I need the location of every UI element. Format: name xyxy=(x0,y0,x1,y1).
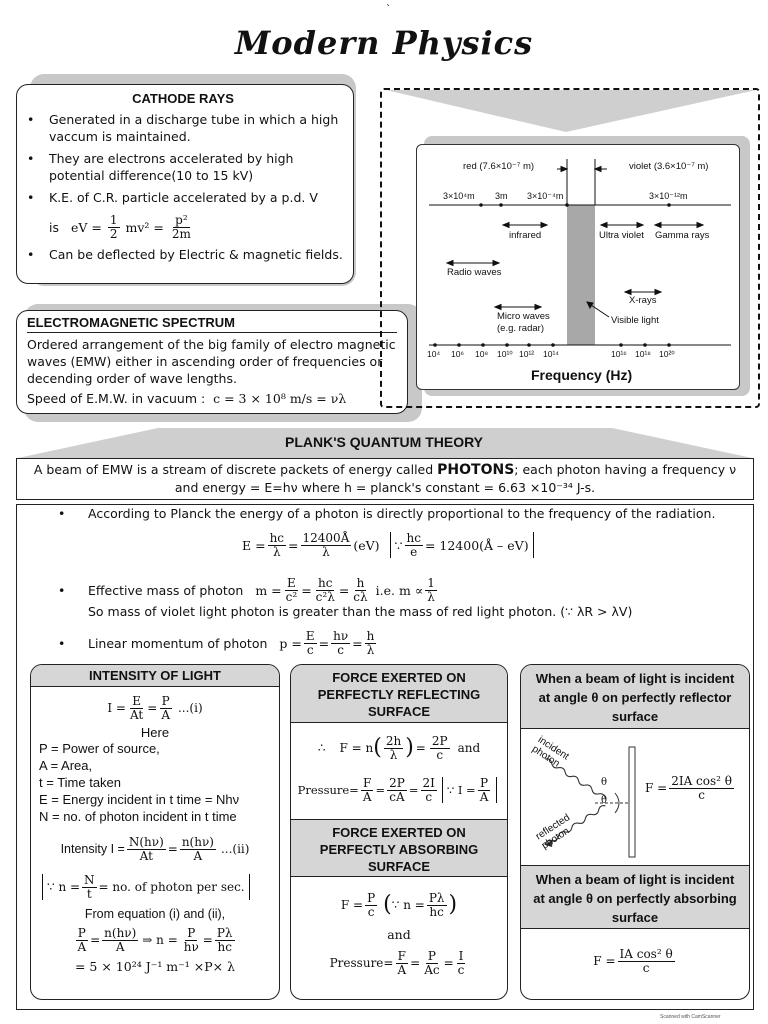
reflect-title: FORCE EXERTED ON PERFECTLY REFLECTING SURFACE xyxy=(291,665,507,723)
final-formula: = 5 × 10²⁴ J⁻¹ m⁻¹ ×P× λ xyxy=(74,959,235,974)
microwave-label: Micro waves xyxy=(497,311,550,322)
wavelength-tick: 3×10⁻¹²m xyxy=(649,191,688,201)
cathode-bullet: • They are electrons accelerated by high potential difference(10 to 15 kV) xyxy=(21,150,345,184)
planck-intro-box: A beam of EMW is a stream of discrete packets of energy called PHOTONS; each photon having a frequency ν and energy = E=hν where h = planck's constant = 6.63 ×10⁻³⁴ J-s. xyxy=(16,458,754,500)
absorb-pressure-formula: Pressure= $\frac{F}{A}$ = $\frac{P}{Ac}$ = $\frac{I}{c}$ xyxy=(329,948,465,977)
fraction: $\frac{1}{2}$ xyxy=(109,212,118,241)
freq-tick: 10¹⁰ xyxy=(497,349,513,359)
em-title: ELECTROMAGNETIC SPECTRUM xyxy=(27,315,397,333)
freq-tick: 10⁴ xyxy=(427,349,441,359)
mv2-term: mv² = xyxy=(125,219,164,235)
spectrum-pointer xyxy=(386,90,756,136)
em-speed: Speed of E.M.W. in vacuum : c = 3 × 10⁸ m/s = νλ xyxy=(27,391,347,406)
theta-bottom: θ xyxy=(601,795,608,806)
force-box xyxy=(290,664,508,1000)
cathode-bullet: • Generated in a discharge tube in which a high vaccum is maintained. xyxy=(21,111,345,145)
xrays-label: X-rays xyxy=(629,295,657,306)
ultraviolet-label: Ultra violet xyxy=(599,230,644,241)
photon-count-formula: $\frac{P}{A}$ = $\frac{n(h\nu)}{A}$ ⇒ n = $\frac{P}{h\nu}$ = $\frac{P\lambda}{hc}$ xyxy=(77,925,233,954)
energy-formula: E = $\frac{hc}{\lambda}$ = $\frac{12400Å}{\lambda}$ (eV) ∵ $\frac{hc}{e}$ = 12400(Å – eV) xyxy=(242,525,537,565)
planck-bullet-1: • According to Planck the energy of a photon is directly proportional to the frequency of the radiation. xyxy=(58,506,716,521)
radar-label: (e.g. radar) xyxy=(497,323,544,334)
violet-label: violet (3.6×10⁻⁷ m) xyxy=(629,161,709,172)
eq-lhs: eV = xyxy=(71,219,102,235)
def-line: E = Energy incident in t time = Nhν xyxy=(39,792,240,807)
is-label: is xyxy=(49,219,59,235)
reflect-force-formula: ∴ F = n ( $\frac{2h}{\lambda}$ ) = $\frac{2P}{c}$ and xyxy=(317,733,481,762)
intensity-n-formula: Intensity I = $\frac{N(h\nu)}{At}$ = $\frac{n(h\nu)}{A}$ ...(ii) xyxy=(60,834,250,863)
gamma-label: Gamma rays xyxy=(655,230,710,241)
cathode-bullet: • K.E. of C.R. particle accelerated by a p.d. V xyxy=(21,189,345,206)
cathode-ke-formula xyxy=(21,208,345,246)
intensity-box xyxy=(30,664,280,1000)
freq-tick: 10¹⁴ xyxy=(543,349,559,359)
here-label: Here xyxy=(140,725,170,740)
wavelength-tick: 3×10⁴m xyxy=(443,191,475,201)
freq-tick: 10¹⁶ xyxy=(611,349,627,359)
wavelength-tick: 3×10⁻⁴m xyxy=(527,191,564,201)
planck-title: PLANK'S QUANTUM THEORY xyxy=(284,434,484,450)
intensity-defs xyxy=(31,740,279,825)
freq-tick: 10¹² xyxy=(519,349,535,359)
freq-tick: 10¹⁸ xyxy=(635,349,651,359)
angle-reflect-formula: F = $\frac{\text{2IA cos² θ}}{c}$ xyxy=(645,774,733,802)
em-spectrum-box xyxy=(16,310,408,414)
intensity-title: INTENSITY OF LIGHT xyxy=(31,665,279,687)
top-dot: ` xyxy=(386,4,391,15)
red-label: red (7.6×10⁻⁷ m) xyxy=(463,161,535,172)
cathode-list xyxy=(21,111,345,206)
def-line: N = no. of photon incident in t time xyxy=(39,809,237,824)
freq-tick: 10⁶ xyxy=(451,349,464,359)
reflect-pressure-formula: Pressure= $\frac{F}{A}$ = $\frac{2P}{cA}$ = $\frac{2I}{c}$ ∵ I = $\frac{P}{A}$ xyxy=(291,769,507,811)
def-line: t = Time taken xyxy=(39,775,122,790)
incident-label: incident photon xyxy=(529,734,571,770)
angle-absorb-formula: F = $\frac{\text{IA cos² θ}}{c}$ xyxy=(593,946,673,975)
angle-reflect-title: When a beam of light is incident at angle θ on perfectly reflector surface xyxy=(521,665,749,729)
visible-band xyxy=(567,205,595,345)
angle-reflect-diagram xyxy=(521,729,749,865)
theta-top: θ xyxy=(601,777,608,788)
cathode-title: CATHODE RAYS xyxy=(132,91,234,106)
intensity-formula: I = $\frac{E}{At}$ = $\frac{P}{A}$ ...(i) xyxy=(107,693,203,722)
spectrum-chart xyxy=(416,144,740,390)
angle-box xyxy=(520,664,750,1000)
angle-absorb-title: When a beam of light is incident at angle θ on perfectly absorbing surface xyxy=(521,865,749,929)
absorb-force-formula: F = $\frac{P}{c}$ ( ∵ n = $\frac{P\lambda}{hc}$ ) xyxy=(340,890,458,919)
absorb-title: FORCE EXERTED ON PERFECTLY ABSORBING SURFACE xyxy=(291,819,507,877)
radio-label: Radio waves xyxy=(447,267,502,278)
freq-tick: 10²⁰ xyxy=(659,349,675,359)
freq-tick: 10⁸ xyxy=(475,349,489,359)
photons-word: PHOTONS xyxy=(437,462,515,478)
infrared-label: infrared xyxy=(509,230,542,241)
mass-note: So mass of violet light photon is greater than the mass of red light photon. (∵ λR > λV) xyxy=(88,604,633,619)
cathode-bullet: • Can be deflected by Electric & magnetic fields. xyxy=(21,246,345,263)
def-line: P = Power of source, xyxy=(39,741,160,756)
def-line: A = Area, xyxy=(39,758,93,773)
reflected-label: reflected photon xyxy=(533,812,573,852)
planck-bullet-2: • Effective mass of photon m = $\frac{E}{\text{c²}}$ = $\frac{hc}{\text{c²λ}}$ = $\frac{h}{c\lambda}$ i.e. m ∝ $\frac{1}{\lambda}$ xyxy=(58,575,435,604)
em-text: Ordered arrangement of the big family of electro magnetic waves (EMW) either in ascending order of frequencies or decending order of wave lengths. xyxy=(27,337,396,386)
photon-rate-formula: ∵ n = $\frac{N}{t}$ = no. of photon per sec. xyxy=(31,869,279,905)
visible-label: Visible light xyxy=(611,315,659,326)
wavelength-tick: 3m xyxy=(495,191,508,201)
fraction: $\frac{\text{p²}}{2m}$ xyxy=(171,212,191,241)
cathode-rays-box xyxy=(16,84,354,284)
from-eq-label: From equation (i) and (ii), xyxy=(84,907,226,921)
footer-mark: Scanned with CamScanner xyxy=(660,1014,721,1020)
planck-bullet-3: • Linear momentum of photon p = $\frac{E}{c}$ = $\frac{h\nu}{c}$ = $\frac{h}{\lambda}$ xyxy=(58,628,375,657)
frequency-axis-title: Frequency (Hz) xyxy=(531,367,633,383)
absorb-and: and xyxy=(387,927,411,942)
page-title: Modern Physics xyxy=(234,24,534,62)
cathode-list-2 xyxy=(21,246,345,263)
